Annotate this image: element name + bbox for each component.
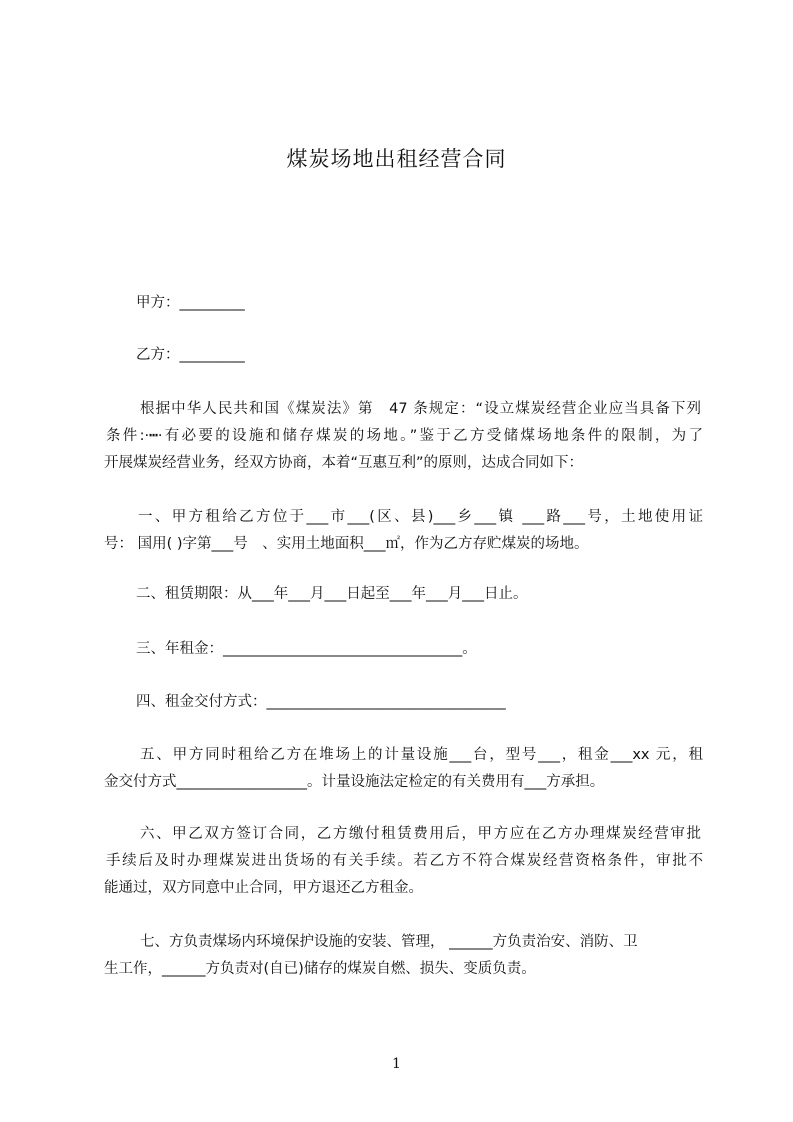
preamble-line-2: 条件:·┅·有必要的设施和储存煤炭的场地。”鉴于乙方受储煤场地条件的限制，为了 [106, 428, 703, 444]
clause-6-line-3: 能通过，双方同意中止合同，甲方退还乙方租金。 [104, 880, 423, 896]
clause-7-line-2: 生工作，______方负责对(自已)储存的煤炭自燃、损失、变质负责。 [104, 961, 536, 977]
clause-7-line-1: 七、方负责煤场内环境保护设施的安装、管理， ______方负责治安、消防、卫 [140, 934, 638, 950]
clause-1-line-2: 号： 国用( )字第___号 、实用土地面积___㎡，作为乙方存贮煤炭的场地。 [104, 536, 589, 552]
party-a-line: 甲方：_________ [136, 295, 245, 311]
party-b-line: 乙方：_________ [136, 347, 245, 363]
clause-6-line-1: 六、甲乙双方签订合同，乙方缴付租赁费用后，甲方应在乙方办理煤炭经营审批 [140, 826, 701, 842]
clause-6-line-2: 手续后及时办理煤炭进出货场的有关手续。若乙方不符合煤炭经营资格条件，审批不 [106, 853, 703, 869]
clause-3: 三、年租金：_________________________________。 [136, 641, 477, 657]
clause-5-line-1: 五、甲方同时租给乙方在堆场上的计量设施___台，型号___，租金___xx 元，租 [140, 747, 703, 763]
clause-1-line-1: 一、甲方租给乙方位于___市___(区、县)___乡___镇 ___路___号，土地使用证 [138, 509, 703, 525]
clause-4: 四、租金交付方式：_________________________________ [136, 694, 506, 710]
document-title: 煤炭场地出租经营合同 [286, 147, 507, 171]
page-number: 1 [392, 1056, 401, 1072]
clause-2: 二、租赁期限：从___年___月___日起至___年___月___日止。 [136, 586, 528, 602]
clause-5-line-2: 金交付方式__________________。计量设施法定检定的有关费用有___方承担。 [104, 774, 605, 790]
preamble-line-3: 开展煤炭经营业务，经双方协商，本着“互惠互利”的原则，达成合同如下： [104, 455, 584, 471]
preamble-line-1: 根据中华人民共和国《煤炭法》第 47 条规定：“设立煤炭经营企业应当具备下列 [140, 401, 701, 417]
